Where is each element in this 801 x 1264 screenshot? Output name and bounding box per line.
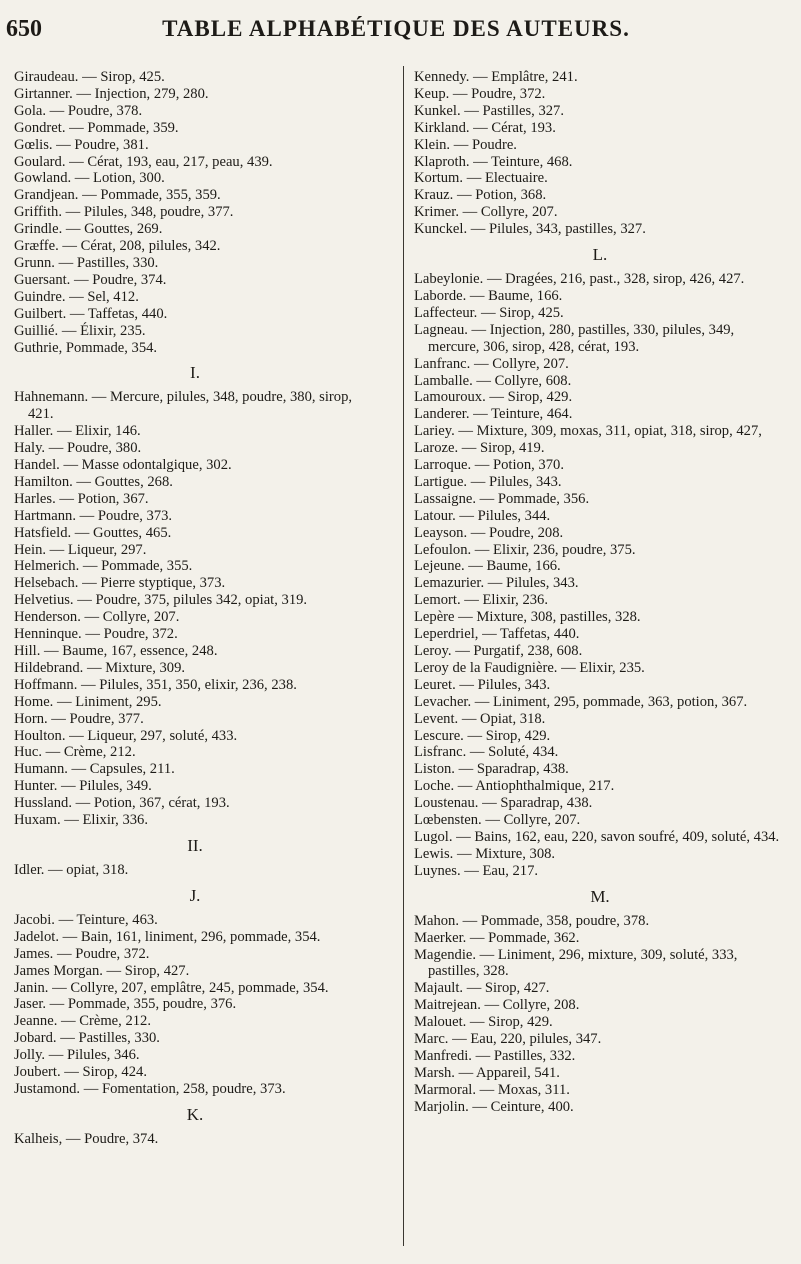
index-entry: James. — Poudre, 372. <box>14 945 150 962</box>
index-entry: Grindle. — Gouttes, 269. <box>14 221 163 238</box>
index-entry: Griffith. — Pilules, 348, poudre, 377. <box>14 204 234 221</box>
index-entry: Kunkel. — Pastilles, 327. <box>414 102 564 119</box>
section-letter: II. <box>187 835 203 855</box>
index-entry: Joubert. — Sirop, 424. <box>14 1064 147 1081</box>
page-number: 650 <box>6 16 42 42</box>
index-entry: Hildebrand. — Mixture, 309. <box>14 659 186 676</box>
index-entry: Girtanner. — Injection, 279, 280. <box>14 85 209 102</box>
index-entry: Levacher. — Liniment, 295, pommade, 363, potion, 367. <box>414 693 748 710</box>
index-entry: Kennedy. — Emplâtre, 241. <box>414 69 578 85</box>
section-letter: I. <box>190 363 200 383</box>
section-letter: M. <box>590 886 610 906</box>
index-entry: Kortum. — Electuaire. <box>414 170 548 187</box>
index-entry: Landerer. — Teinture, 464. <box>414 406 573 423</box>
index-entry: Huc. — Crème, 212. <box>14 744 136 761</box>
index-entry: Helvetius. — Poudre, 375, pilules 342, opiat, 319. <box>14 592 308 609</box>
index-entry: Leuret. — Pilules, 343. <box>414 676 551 693</box>
index-entry: Marjolin. — Ceinture, 400. <box>414 1098 574 1115</box>
section-letter: J. <box>189 885 201 905</box>
index-entry: Leroy. — Purgatif, 238, 608. <box>414 643 583 659</box>
index-entry: Goulard. — Cérat, 193, eau, 217, peau, 439. <box>14 153 273 170</box>
index-entry: Lugol. — Bains, 162, eau, 220, savon soufré, 409, soluté, 434. <box>414 828 780 845</box>
index-entry: Jacobi. — Teinture, 463. <box>14 911 158 928</box>
index-entry: Hill. — Baume, 167, essence, 248. <box>14 643 218 659</box>
index-entry: Handel. — Masse odontalgique, 302. <box>14 457 232 474</box>
index-entry: Mahon. — Pommade, 358, poudre, 378. <box>414 912 650 929</box>
index-entry: Lagneau. — Injection, 280, pastilles, 330, pilules, 349, mercure, 306, sirop, 428, cérat, 193. <box>414 321 735 355</box>
index-entry: Lescure. — Sirop, 429. <box>414 727 551 744</box>
index-entry: Hein. — Liqueur, 297. <box>14 541 147 558</box>
index-entry: Hahnemann. — Mercure, pilules, 348, poudre, 380, sirop, 421. <box>14 389 353 423</box>
index-entry: Guillié. — Élixir, 235. <box>14 322 146 339</box>
section-letter: K. <box>186 1104 204 1124</box>
index-entry: Hoffmann. — Pilules, 351, 350, elixir, 236, 238. <box>14 676 297 693</box>
index-entry: Klein. — Poudre. <box>414 136 517 153</box>
index-entry: Loustenau. — Sparadrap, 438. <box>414 795 593 812</box>
index-entry: Hatsfield. — Gouttes, 465. <box>14 524 172 541</box>
index-entry: Lejeune. — Baume, 166. <box>414 558 561 575</box>
index-entry: Marc. — Eau, 220, pilules, 347. <box>414 1031 602 1048</box>
running-title: TABLE ALPHABÉTIQUE DES AUTEURS. <box>162 16 630 41</box>
index-entry: Lemazurier. — Pilules, 343. <box>414 575 579 592</box>
page-header <box>6 16 786 56</box>
index-entry: Loche. — Antiophthalmique, 217. <box>414 778 615 795</box>
index-entry: Henninque. — Poudre, 372. <box>14 626 178 643</box>
index-entry: Humann. — Capsules, 211. <box>14 761 175 778</box>
index-entry: Lemort. — Elixir, 236. <box>414 592 548 609</box>
index-entry: Gondret. — Pommade, 359. <box>14 119 179 136</box>
index-entry: Lewis. — Mixture, 308. <box>414 845 556 862</box>
index-entry: Maerker. — Pommade, 362. <box>414 929 580 946</box>
index-entry: Lariey. — Mixture, 309, moxas, 311, opiat, 318, sirop, 427, <box>414 423 762 440</box>
index-entry: Lamouroux. — Sirop, 429. <box>414 389 573 406</box>
index-entry: Huxam. — Elixir, 336. <box>14 812 148 829</box>
column-divider <box>403 66 404 1246</box>
index-entry: Harles. — Potion, 367. <box>14 490 149 507</box>
index-entry: Hartmann. — Poudre, 373. <box>14 507 173 524</box>
index-entry: Maitrejean. — Collyre, 208. <box>414 997 580 1014</box>
left-column <box>14 69 376 1148</box>
index-entry: Lœbensten. — Collyre, 207. <box>414 812 581 829</box>
index-entry: Laffecteur. — Sirop, 425. <box>414 304 564 321</box>
index-entry: Kalheis, — Poudre, 374. <box>14 1130 159 1147</box>
index-entry: Magendie. — Liniment, 296, mixture, 309, soluté, 333, pastilles, 328. <box>414 946 738 980</box>
index-entry: Lartigue. — Pilules, 343. <box>414 473 562 490</box>
index-entry: Manfredi. — Pastilles, 332. <box>414 1047 576 1064</box>
index-entry: Haly. — Poudre, 380. <box>14 440 142 457</box>
index-entry: James Morgan. — Sirop, 427. <box>14 962 190 979</box>
index-entry: Guersant. — Poudre, 374. <box>14 271 167 288</box>
index-entry: Lefoulon. — Elixir, 236, poudre, 375. <box>414 541 636 558</box>
right-column <box>414 69 786 1116</box>
index-entry: Gœlis. — Poudre, 381. <box>14 136 149 153</box>
index-entry: Jaser. — Pommade, 355, poudre, 376. <box>14 996 237 1013</box>
index-entry: Lamballe. — Collyre, 608. <box>414 372 572 389</box>
index-entry: Jadelot. — Bain, 161, liniment, 296, pommade, 354. <box>14 928 321 945</box>
index-entry: Kirkland. — Cérat, 193. <box>414 119 556 136</box>
index-entry: Houlton. — Liqueur, 297, soluté, 433. <box>14 727 238 744</box>
index-entry: Guindre. — Sel, 412. <box>14 288 139 305</box>
index-entry: Jeanne. — Crème, 212. <box>14 1013 151 1030</box>
index-entry: Lepère — Mixture, 308, pastilles, 328. <box>414 609 641 626</box>
index-entry: Lisfranc. — Soluté, 434. <box>414 744 559 761</box>
index-entry: Levent. — Opiat, 318. <box>414 710 546 727</box>
index-entry: Guthrie, Pommade, 354. <box>14 339 158 356</box>
index-entry: Helsebach. — Pierre styptique, 373. <box>14 575 226 592</box>
index-entry: Græffe. — Cérat, 208, pilules, 342. <box>14 238 221 255</box>
index-entry: Grunn. — Pastilles, 330. <box>14 254 159 271</box>
index-entry: Hunter. — Pilules, 349. <box>14 778 152 795</box>
index-entry: Krimer. — Collyre, 207. <box>414 204 558 221</box>
index-entry: Marsh. — Appareil, 541. <box>414 1064 560 1081</box>
index-entry: Lassaigne. — Pommade, 356. <box>414 490 590 507</box>
index-entry: Gowland. — Lotion, 300. <box>14 170 165 187</box>
index-entry: Liston. — Sparadrap, 438. <box>414 761 569 778</box>
index-entry: Klaproth. — Teinture, 468. <box>414 153 573 170</box>
section-letter: L. <box>592 245 608 265</box>
index-entry: Grandjean. — Pommade, 355, 359. <box>14 187 221 204</box>
index-entry: Keup. — Poudre, 372. <box>414 85 546 102</box>
index-entry: Idler. — opiat, 318. <box>14 861 129 878</box>
index-entry: Latour. — Pilules, 344. <box>414 507 551 524</box>
index-entry: Jolly. — Pilules, 346. <box>14 1047 140 1064</box>
index-entry: Henderson. — Collyre, 207. <box>14 609 180 626</box>
index-entry: Majault. — Sirop, 427. <box>414 980 550 997</box>
index-entry: Giraudeau. — Sirop, 425. <box>14 69 165 85</box>
index-entry: Guilbert. — Taffetas, 440. <box>14 305 168 322</box>
index-entry: Laroze. — Sirop, 419. <box>414 440 545 457</box>
index-entry: Home. — Liniment, 295. <box>14 693 162 710</box>
index-entry: Justamond. — Fomentation, 258, poudre, 373. <box>14 1080 286 1097</box>
index-entry: Horn. — Poudre, 377. <box>14 710 144 727</box>
index-entry: Malouet. — Sirop, 429. <box>414 1014 553 1031</box>
index-entry: Labeylonie. — Dragées, 216, past., 328, sirop, 426, 427. <box>414 271 745 288</box>
index-entry: Haller. — Elixir, 146. <box>14 423 141 440</box>
index-entry: Helmerich. — Pommade, 355. <box>14 558 193 575</box>
index-entry: Leayson. — Poudre, 208. <box>414 524 564 541</box>
index-entry: Kunckel. — Pilules, 343, pastilles, 327. <box>414 221 646 238</box>
index-entry: Hamilton. — Gouttes, 268. <box>14 473 173 490</box>
index-entry: Janin. — Collyre, 207, emplâtre, 245, pommade, 354. <box>14 979 329 996</box>
index-entry: Jobard. — Pastilles, 330. <box>14 1030 160 1047</box>
index-entry: Hussland. — Potion, 367, cérat, 193. <box>14 795 230 812</box>
index-entry: Lanfranc. — Collyre, 207. <box>414 355 569 372</box>
index-entry: Gola. — Poudre, 378. <box>14 102 143 119</box>
index-entry: Luynes. — Eau, 217. <box>414 862 539 879</box>
index-entry: Laborde. — Baume, 166. <box>414 287 563 304</box>
index-entry: Leroy de la Faudignière. — Elixir, 235. <box>414 659 645 676</box>
index-entry: Marmoral. — Moxas, 311. <box>414 1081 570 1098</box>
index-entry: Krauz. — Potion, 368. <box>414 187 547 204</box>
index-entry: Leperdriel, — Taffetas, 440. <box>414 626 580 643</box>
index-entry: Larroque. — Potion, 370. <box>414 457 564 474</box>
